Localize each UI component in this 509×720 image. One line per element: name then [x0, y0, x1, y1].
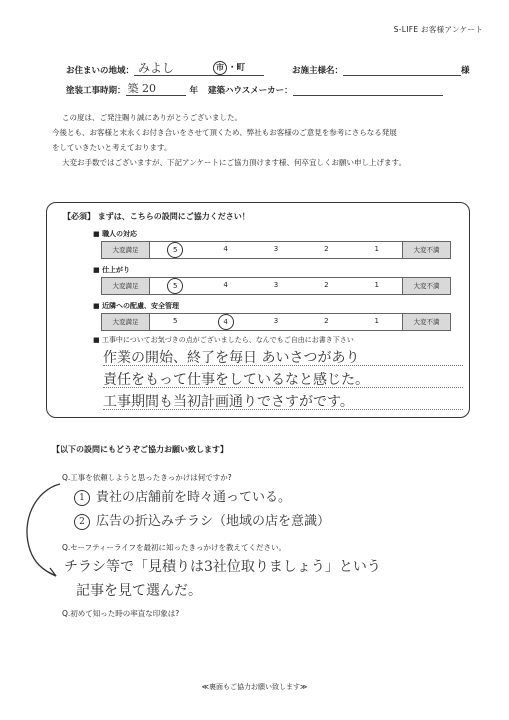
rating-option-1[interactable]: 1: [374, 281, 379, 289]
intro-line: この度は、ご発注賜り誠にありがとうございました。: [62, 113, 242, 122]
section-label-craftsman: ■ 職人の対応: [93, 229, 137, 239]
rating-option-1[interactable]: 1: [374, 245, 379, 253]
maker-field[interactable]: [293, 82, 443, 96]
rating-option-4[interactable]: 4: [223, 245, 228, 253]
owner-label: お施主様名：: [292, 66, 344, 76]
answer-text: 広告の折込みチラシ（地域の店を意識）: [96, 514, 331, 529]
rating-option-4[interactable]: 4: [223, 281, 228, 289]
rating-scale-safety: [101, 313, 451, 331]
required-survey-box: [46, 202, 470, 418]
rating-scale-craftsman: [101, 241, 451, 259]
area-label: お住まいの地域：: [66, 66, 135, 76]
required-title: 【必須】 まずは、こちらの設問にご協力ください！: [63, 212, 250, 221]
period-suffix: 年: [189, 86, 199, 96]
area-field[interactable]: [134, 62, 264, 76]
intro-line: をしていきたいと考えております。: [52, 143, 172, 152]
period-field[interactable]: [126, 82, 186, 96]
area-row: [66, 62, 470, 76]
owner-field[interactable]: [343, 62, 461, 76]
question-3: Q.初めて知った時の率直な印象は?: [62, 609, 180, 618]
intro-line: 大変お手数ではございますが、下記アンケートにご協力頂けます様、何卒宜しくお願い申し上げます。: [62, 158, 406, 167]
q1-answer-1: [74, 486, 291, 506]
rating-option-3[interactable]: 3: [273, 245, 279, 253]
rating-option-5[interactable]: 5: [172, 317, 178, 325]
rating-option-2[interactable]: 2: [324, 245, 329, 253]
q1-answer-2: [74, 510, 330, 530]
rating-option-3[interactable]: 3: [273, 281, 279, 289]
q2-answer-line: チラシ等で「見積りは3社位取りましょう」という: [64, 559, 381, 575]
rating-options: [150, 314, 402, 330]
intro-text: [52, 110, 482, 170]
period-value: 築 20: [127, 82, 157, 95]
comment-handwriting: 責任をもって仕事をしているなと感じた。: [103, 372, 369, 388]
scale-right-cap: 大変不満: [402, 314, 450, 330]
rating-option-4[interactable]: 4: [218, 314, 234, 330]
scale-right-cap: 大変不満: [402, 278, 450, 294]
rating-option-3[interactable]: 3: [273, 317, 279, 325]
rating-option-5[interactable]: 5: [167, 242, 183, 258]
comment-label: ■ 工事中についてお気づきの点がございましたら、なんでもご自由にお書き下さい: [93, 335, 354, 345]
scale-right-cap: 大変不満: [402, 242, 450, 258]
section-label-finish: ■ 仕上がり: [93, 265, 130, 275]
rating-option-5[interactable]: 5: [167, 278, 183, 294]
section-label-safety: ■ 近隣への配慮、安全管理: [93, 301, 179, 311]
comment-handwriting: 作業の開始、終了を毎日 あいさつがあり: [103, 350, 360, 366]
rating-options: [150, 242, 402, 258]
rating-scale-finish: [101, 277, 451, 295]
maker-label: 建築ハウスメーカー：: [208, 86, 293, 96]
optional-title: 【以下の設問にもどうぞご協力お願い致します】: [52, 445, 228, 454]
area-suffix: ・町: [228, 63, 246, 73]
rating-option-1[interactable]: 1: [374, 317, 379, 325]
q2-answer-line: 記事を見て選んだ。: [76, 583, 202, 599]
question-2: Q.セーフティーライフを最初に知ったきっかけを教えてください。: [62, 543, 287, 552]
rating-option-2[interactable]: 2: [324, 317, 329, 325]
rating-option-2[interactable]: 2: [324, 281, 329, 289]
handdrawn-arrow-icon: [16, 480, 66, 580]
period-label: 塗装工事時期：: [66, 86, 126, 96]
footer-note: ≪裏面もご協力お願い致します≫: [201, 683, 308, 691]
question-1: Q.工事を依頼しようと思ったきっかけは何ですか?: [62, 473, 232, 482]
scale-left-cap: 大変満足: [102, 278, 150, 294]
rating-options: [150, 278, 402, 294]
area-value: みよし: [138, 61, 175, 75]
city-circle-mark: 市: [213, 61, 227, 75]
period-row: [66, 82, 443, 96]
answer-text: 貴社の店舗前を時々通っている。: [96, 490, 292, 505]
comment-handwriting: 工事期間も当初計画通りでさすがです。: [103, 394, 354, 410]
answer-number-circle: 2: [74, 514, 90, 530]
scale-left-cap: 大変満足: [102, 242, 150, 258]
brand-title: S-LIFE お客様アンケート: [393, 25, 483, 34]
area-city-group: [212, 61, 245, 75]
owner-suffix: 様: [461, 66, 470, 76]
answer-number-circle: 1: [74, 490, 90, 506]
intro-line: 今後とも、お客様と末永くお付き合いをさせて頂くため、弊社もお客様のご意見を参考にさらなる発展: [52, 128, 397, 137]
scale-left-cap: 大変満足: [102, 314, 150, 330]
